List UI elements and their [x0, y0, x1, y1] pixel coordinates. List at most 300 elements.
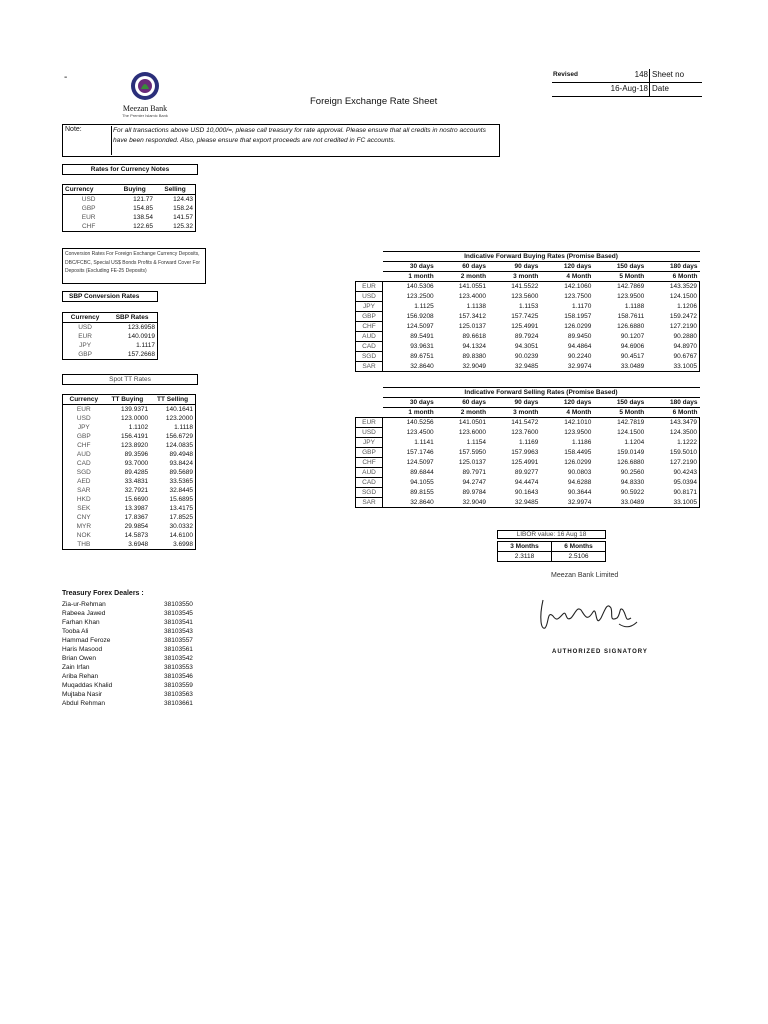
- table-cell: 89.7924: [514, 333, 539, 340]
- spot-title: Spot TT Rates: [62, 374, 198, 385]
- table-cell: 38103543: [164, 628, 193, 635]
- table-row: [356, 488, 700, 498]
- table-cell: AUD: [356, 468, 383, 478]
- table-cell: 6 Month: [646, 272, 699, 282]
- table-cell: 32.8640: [383, 498, 436, 508]
- table-row: [63, 441, 196, 450]
- table-cell: CHF: [356, 322, 383, 332]
- table-cell: AUD: [356, 332, 383, 342]
- table-cell: 127.2190: [646, 458, 699, 468]
- signature-label: AUTHORIZED SIGNATORY: [552, 649, 648, 655]
- meta-divider: [649, 69, 650, 97]
- table-cell: 95.0394: [646, 478, 699, 488]
- table-row: [63, 204, 196, 213]
- table-cell: 94.4864: [567, 343, 592, 350]
- table-cell: USD: [81, 196, 96, 203]
- table-cell: 38103561: [164, 646, 193, 653]
- table-cell: 156.6729: [165, 433, 193, 440]
- table-cell: Zia-ur-Rehman: [62, 601, 106, 608]
- table-cell: 1.1170: [571, 303, 592, 310]
- table-cell: 89.6618: [462, 333, 487, 340]
- dealer-row: [60, 600, 195, 609]
- table-cell: 94.8330: [620, 479, 645, 486]
- table-cell: 30 days: [383, 262, 436, 272]
- table-cell: 90.1643: [514, 489, 539, 496]
- table-cell: 126.6880: [617, 323, 645, 330]
- table-row: [356, 498, 700, 508]
- table-cell: 90.4243: [646, 468, 699, 478]
- forward-selling-body: [356, 418, 700, 508]
- table-row: [63, 495, 196, 504]
- forward-months-row: [356, 408, 700, 418]
- table-row: [356, 478, 700, 488]
- forward-days-row: [356, 398, 700, 408]
- table-cell: 123.6000: [458, 429, 487, 436]
- table-row: [63, 423, 196, 432]
- table-cell: CNY: [76, 514, 91, 521]
- table-row: [356, 352, 700, 362]
- note-text: For all transactions above USD 10,000/=, please call treasury for rate approval. Please ensure that all credits in nostro accounts have been responded. Also, please ensure that export proceeds are not credited in FC accounts.: [113, 127, 486, 144]
- table-cell: 139.9371: [121, 406, 149, 413]
- table-cell: 94.6288: [567, 479, 592, 486]
- table-cell: 15.6690: [124, 496, 149, 503]
- table-cell: 140.1641: [165, 406, 193, 413]
- table-cell: GBP: [76, 433, 91, 440]
- page-title: Foreign Exchange Rate Sheet: [310, 96, 438, 107]
- table-cell: EUR: [78, 333, 92, 340]
- sbp-title: SBP Conversion Rates: [62, 291, 158, 302]
- table-cell: 123.4500: [406, 429, 434, 436]
- dealer-row: [60, 654, 195, 663]
- table-cell: 1 month: [383, 272, 436, 282]
- table-cell: 1.1188: [624, 303, 645, 310]
- note-label: Note:: [65, 126, 112, 155]
- table-cell: NOK: [76, 532, 91, 539]
- dealer-row: [60, 627, 195, 636]
- table-cell: JPY: [356, 438, 383, 448]
- date-value: 16-Aug-18: [610, 84, 648, 93]
- table-cell: 89.9784: [462, 489, 487, 496]
- table-row: [356, 468, 700, 478]
- dealer-row: [60, 672, 195, 681]
- table-cell: 38103546: [164, 673, 193, 680]
- table-row: [356, 292, 700, 302]
- table-cell: 124.0835: [165, 442, 193, 449]
- dealer-row: [60, 645, 195, 654]
- table-cell: SGD: [356, 488, 383, 498]
- table-cell: 1.1141: [414, 439, 434, 446]
- meezan-emblem-icon: [127, 70, 163, 102]
- table-cell: 158.1957: [564, 313, 592, 320]
- table-cell: SGD: [356, 352, 383, 362]
- table-cell: 94.2747: [462, 479, 487, 486]
- table-cell: 1.1138: [466, 303, 487, 310]
- table-row: [63, 341, 158, 350]
- table-cell: 32.9049: [436, 498, 488, 508]
- table-cell: USD: [76, 415, 91, 422]
- table-cell: 89.4948: [169, 451, 193, 458]
- table-cell: 32.9049: [436, 362, 488, 372]
- table-cell: 159.0149: [617, 449, 645, 456]
- table-header-row: [63, 185, 196, 195]
- table-cell: 158.24: [173, 205, 193, 212]
- table-cell: 142.7869: [617, 283, 645, 291]
- libor-header-row: [498, 542, 606, 552]
- sheet-no-value: 148: [634, 70, 648, 79]
- table-cell: 93.9631: [410, 343, 434, 350]
- table-cell: 89.6751: [410, 353, 434, 360]
- table-cell: SGD: [76, 469, 91, 476]
- table-cell: 29.9854: [124, 523, 149, 530]
- table-cell: 1.1206: [646, 302, 699, 312]
- table-cell: GBP: [356, 312, 383, 322]
- table-row: [63, 222, 196, 232]
- table-cell: 38103541: [164, 619, 193, 626]
- table-cell: 89.3596: [124, 451, 149, 458]
- table-cell: 32.9974: [540, 498, 593, 508]
- table-cell: 124.3500: [646, 428, 699, 438]
- table-cell: 3 month: [488, 408, 540, 418]
- table-cell: 94.4474: [514, 479, 539, 486]
- dealer-row: [60, 618, 195, 627]
- table-row: [356, 418, 700, 428]
- table-cell: 143.3529: [646, 282, 699, 292]
- bank-logo: [120, 70, 170, 122]
- table-cell: Haris Masood: [62, 646, 103, 653]
- dealer-row: [60, 663, 195, 672]
- table-cell: 123.9500: [617, 293, 645, 300]
- table-cell: Ariba Rehan: [62, 673, 99, 680]
- header-cell: TT Selling: [150, 395, 195, 405]
- table-cell: 13.4175: [169, 505, 193, 512]
- table-cell: 123.2500: [406, 293, 434, 300]
- table-cell: 124.1500: [617, 429, 645, 436]
- dealers-table: [60, 600, 195, 708]
- header-cell: 3 Months: [498, 542, 552, 552]
- table-cell: CAD: [76, 460, 91, 467]
- table-row: [63, 350, 158, 360]
- table-cell: Mujtaba Nasir: [62, 691, 103, 698]
- signature-company: Meezan Bank Limited: [551, 572, 619, 579]
- table-cell: JPY: [77, 424, 90, 431]
- table-cell: 14.5873: [124, 532, 149, 539]
- table-cell: Muqaddas Khalid: [62, 682, 113, 689]
- table-cell: 94.1055: [410, 479, 434, 486]
- table-cell: 94.1324: [462, 343, 487, 350]
- table-cell: 89.5689: [169, 469, 193, 476]
- table-cell: 3.6998: [173, 541, 193, 548]
- spot-tt-body: [63, 405, 196, 550]
- table-cell: USD: [78, 324, 92, 331]
- table-cell: Hammad Feroze: [62, 637, 111, 644]
- table-row: [63, 459, 196, 468]
- dealers-body: [60, 600, 195, 708]
- dealer-row: [60, 609, 195, 618]
- table-cell: 38103563: [164, 691, 193, 698]
- table-cell: 38103661: [164, 700, 193, 707]
- table-cell: 127.2190: [646, 322, 699, 332]
- forward-title-row: [356, 252, 700, 262]
- table-cell: 157.5950: [458, 449, 487, 456]
- table-cell: 142.7819: [617, 419, 645, 427]
- libor-3m-value: 2.3118: [498, 552, 552, 562]
- dealer-row: [60, 690, 195, 699]
- table-cell: 123.5600: [511, 293, 539, 300]
- table-cell: 90.5922: [620, 489, 645, 496]
- table-cell: 125.4991: [511, 323, 539, 330]
- table-cell: 90.2880: [646, 332, 699, 342]
- table-cell: 123.6958: [127, 324, 155, 331]
- table-cell: 159.5010: [646, 448, 699, 458]
- table-cell: 125.0137: [458, 459, 487, 466]
- table-cell: 33.4831: [124, 478, 149, 485]
- table-cell: CHF: [356, 458, 383, 468]
- table-cell: 32.8445: [169, 487, 193, 494]
- table-cell: 93.8424: [169, 460, 193, 467]
- table-cell: 89.4285: [124, 469, 149, 476]
- table-row: [63, 332, 158, 341]
- table-row: [356, 458, 700, 468]
- table-cell: Abdul Rehman: [62, 700, 105, 707]
- table-row: [63, 323, 158, 333]
- libor-value-row: [498, 552, 606, 562]
- table-cell: 180 days: [646, 262, 699, 272]
- table-cell: 90.2560: [620, 469, 645, 476]
- table-cell: 123.0000: [121, 415, 149, 422]
- table-cell: 33.0489: [593, 362, 646, 372]
- table-row: [63, 432, 196, 441]
- table-row: [356, 342, 700, 352]
- table-cell: 140.5306: [406, 283, 434, 291]
- forward-selling-title: Indicative Forward Selling Rates (Promise Based): [383, 388, 700, 398]
- table-row: [356, 282, 700, 292]
- table-cell: 90.0239: [514, 353, 539, 360]
- table-cell: 1.1186: [571, 439, 592, 446]
- table-cell: 89.8380: [462, 353, 487, 360]
- table-cell: GBP: [78, 351, 92, 358]
- table-cell: AED: [77, 478, 91, 485]
- table-cell: SAR: [356, 498, 383, 508]
- table-cell: EUR: [356, 418, 383, 428]
- table-cell: SAR: [77, 487, 91, 494]
- forward-months-row: [356, 272, 700, 282]
- table-cell: 38103542: [164, 655, 193, 662]
- table-cell: 120 days: [540, 262, 593, 272]
- table-cell: 38103553: [164, 664, 193, 671]
- table-cell: 90.6767: [646, 352, 699, 362]
- table-cell: 156.9208: [406, 313, 434, 320]
- table-cell: CAD: [356, 342, 383, 352]
- conversion-note: Conversion Rates For Foreign Exchange Currency Deposits, DBC/FCBC, Special US$ Bonds Profits & Forward Cover For Deposits (Excluding FE-25 Deposits): [62, 248, 206, 284]
- forward-buying-table: [355, 251, 700, 372]
- meta-rule-bottom: [552, 96, 702, 97]
- table-header-row: [63, 313, 158, 323]
- table-cell: AUD: [76, 451, 91, 458]
- table-cell: 123.2000: [165, 415, 193, 422]
- table-cell: JPY: [356, 302, 383, 312]
- table-cell: 33.0489: [593, 498, 646, 508]
- table-cell: 38103545: [164, 610, 193, 617]
- sheet-no-label: Sheet no: [652, 70, 685, 79]
- table-row: [356, 428, 700, 438]
- dealer-row: [60, 681, 195, 690]
- table-cell: GBP: [356, 448, 383, 458]
- empty-cell: [356, 398, 383, 408]
- table-cell: 1.1169: [519, 439, 539, 446]
- table-cell: 33.1005: [646, 362, 699, 372]
- table-cell: 141.0501: [458, 419, 487, 427]
- table-cell: 124.1500: [646, 292, 699, 302]
- table-cell: 157.3412: [458, 313, 487, 320]
- table-cell: MYR: [76, 523, 92, 530]
- table-cell: 30.0332: [169, 523, 193, 530]
- table-cell: CAD: [356, 478, 383, 488]
- table-cell: 89.8155: [410, 489, 434, 496]
- table-cell: 90.3644: [567, 489, 592, 496]
- table-cell: 123.7500: [564, 293, 592, 300]
- table-cell: 156.4191: [121, 433, 149, 440]
- header-cell: Currency: [63, 395, 105, 405]
- table-cell: EUR: [356, 282, 383, 292]
- empty-cell: [356, 262, 383, 272]
- table-cell: 150 days: [593, 398, 646, 408]
- currency-notes-title: Rates for Currency Notes: [62, 164, 198, 175]
- forward-buying-title: Indicative Forward Buying Rates (Promise Based): [383, 252, 700, 262]
- table-header-row: [63, 395, 196, 405]
- table-cell: 60 days: [436, 262, 488, 272]
- table-cell: EUR: [76, 406, 91, 413]
- libor-6m-value: 2.5106: [552, 552, 606, 562]
- table-cell: 157.9963: [511, 449, 539, 456]
- sbp-table: [62, 312, 158, 360]
- table-row: [63, 513, 196, 522]
- table-cell: 157.1746: [406, 449, 434, 456]
- table-row: [356, 312, 700, 322]
- table-cell: USD: [356, 292, 383, 302]
- forward-buying-body: [356, 282, 700, 372]
- bank-tagline: The Premier Islamic Bank: [122, 113, 168, 118]
- table-cell: 123.9500: [564, 429, 592, 436]
- header-cell: SBP Rates: [107, 313, 157, 323]
- table-cell: 1 month: [383, 408, 436, 418]
- table-cell: 89.9450: [567, 333, 592, 340]
- table-cell: 140.0919: [127, 333, 155, 340]
- table-cell: 32.9974: [540, 362, 593, 372]
- table-cell: 140.5256: [406, 419, 434, 427]
- table-cell: 2 month: [436, 272, 488, 282]
- currency-notes-table: [62, 184, 196, 232]
- table-row: [356, 362, 700, 372]
- spot-tt-table: [62, 394, 196, 550]
- table-cell: 121.77: [133, 196, 154, 203]
- table-cell: 3.6948: [128, 541, 149, 548]
- forward-title-row: [356, 388, 700, 398]
- table-row: [356, 302, 700, 312]
- table-cell: 90.1207: [620, 333, 645, 340]
- table-row: [63, 405, 196, 415]
- table-cell: 90.2240: [567, 353, 592, 360]
- date-label: Date: [652, 84, 669, 93]
- table-row: [63, 195, 196, 205]
- table-row: [63, 540, 196, 550]
- dealer-row: [60, 636, 195, 645]
- table-cell: Rabeea Jawed: [62, 610, 106, 617]
- table-cell: 180 days: [646, 398, 699, 408]
- table-cell: 159.2472: [646, 312, 699, 322]
- table-cell: 94.6906: [620, 343, 645, 350]
- table-cell: CHF: [81, 223, 96, 230]
- table-cell: 157.2668: [127, 351, 155, 358]
- header-cell: Currency: [63, 313, 108, 323]
- table-row: [63, 450, 196, 459]
- table-cell: 38103557: [164, 637, 193, 644]
- table-row: [63, 504, 196, 513]
- table-row: [63, 414, 196, 423]
- table-cell: 38103550: [164, 601, 193, 608]
- table-cell: 4 Month: [540, 408, 593, 418]
- table-cell: 1.1204: [624, 439, 645, 446]
- table-cell: 90 days: [488, 262, 540, 272]
- forward-selling-table: [355, 387, 700, 508]
- table-cell: 157.7425: [511, 313, 539, 320]
- table-cell: 154.85: [133, 205, 154, 212]
- table-cell: 89.5491: [410, 333, 434, 340]
- signature-image-icon: [535, 588, 645, 638]
- table-cell: 13.3987: [124, 505, 149, 512]
- table-cell: 1.1102: [128, 424, 149, 431]
- table-cell: CHF: [77, 442, 91, 449]
- table-cell: 141.5472: [511, 419, 539, 427]
- table-cell: 141.0551: [458, 283, 487, 291]
- table-cell: 32.7921: [124, 487, 149, 494]
- bullet-mark: -: [64, 72, 68, 83]
- table-cell: 32.9485: [488, 362, 540, 372]
- forward-days-row: [356, 262, 700, 272]
- table-cell: 90.0803: [567, 469, 592, 476]
- bank-name: Meezan Bank: [122, 104, 168, 113]
- table-cell: 6 Month: [646, 408, 699, 418]
- header-cell: Selling: [155, 185, 195, 195]
- table-row: [63, 522, 196, 531]
- table-cell: 5 Month: [593, 272, 646, 282]
- table-cell: 125.4991: [511, 459, 539, 466]
- table-cell: 122.65: [133, 223, 154, 230]
- dealer-row: [60, 699, 195, 708]
- table-row: [63, 531, 196, 540]
- table-row: [63, 477, 196, 486]
- table-cell: 123.8920: [121, 442, 149, 449]
- table-cell: 94.8970: [646, 342, 699, 352]
- table-cell: 33.1005: [646, 498, 699, 508]
- table-cell: 90 days: [488, 398, 540, 408]
- table-cell: 5 Month: [593, 408, 646, 418]
- revised-label: Revised: [553, 71, 578, 78]
- table-cell: 150 days: [593, 262, 646, 272]
- table-cell: 126.6880: [617, 459, 645, 466]
- table-cell: 158.4495: [564, 449, 592, 456]
- table-cell: 124.5097: [406, 459, 434, 466]
- table-cell: Tooba Ali: [62, 628, 89, 635]
- table-cell: 17.8525: [169, 514, 193, 521]
- table-cell: SAR: [356, 362, 383, 372]
- table-cell: 1.1117: [136, 342, 155, 349]
- table-cell: 89.6844: [410, 469, 434, 476]
- libor-label: LIBOR value: 16 Aug 18: [497, 530, 606, 539]
- header-cell: 6 Months: [552, 542, 606, 552]
- table-cell: 125.0137: [458, 323, 487, 330]
- table-cell: 38103559: [164, 682, 193, 689]
- table-cell: THB: [77, 541, 91, 548]
